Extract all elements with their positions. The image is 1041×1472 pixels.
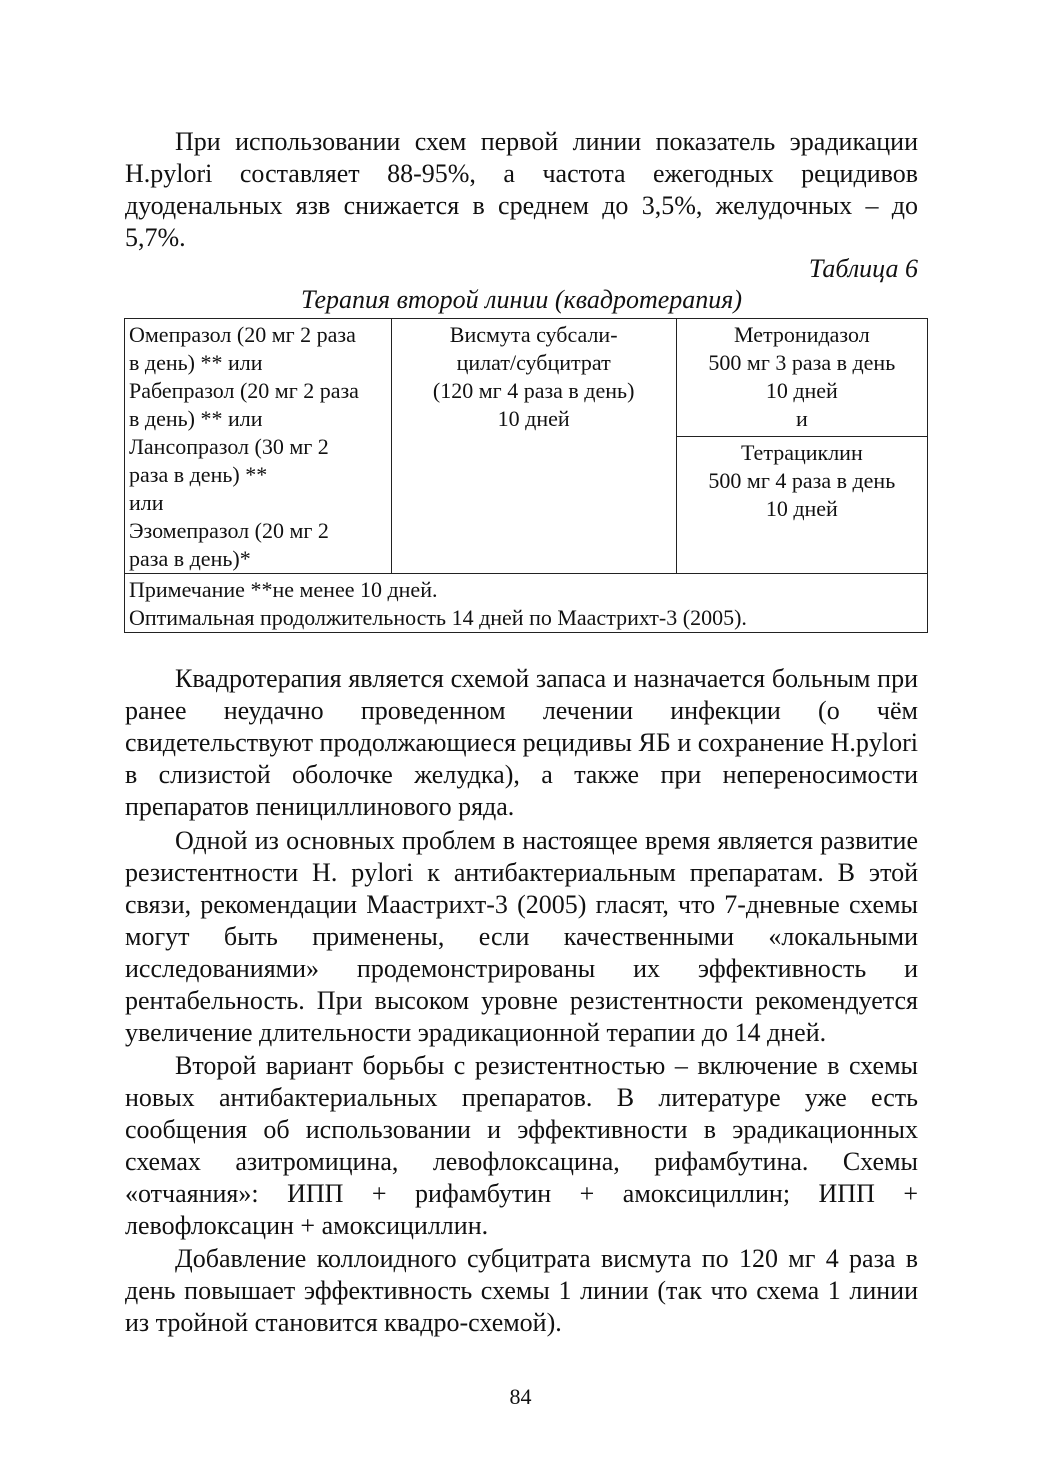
metronidazole-line: Метронидазол — [734, 322, 870, 347]
page-number: 84 — [509, 1384, 532, 1409]
tetracycline-line: 500 мг 4 раза в день — [708, 468, 896, 493]
ppi-line: раза в день) ** — [129, 462, 268, 487]
table-note-line: Оптимальная продолжительность 14 дней по Маастрихт-3 (2005). — [129, 605, 747, 630]
bismuth-line: цилат/субцитрат — [456, 350, 611, 375]
table-label: Таблица 6 — [808, 254, 918, 283]
paragraph-eradication-rate: При использовании схем первой линии показатель эрадикации H.pylori составляет 88-95%, а частота ежегодных рецидивов дуоденальных язв снижается в среднем до 3,5%, желудочных – до 5,7%. — [125, 127, 918, 252]
paragraph-new-antibiotics: Второй вариант борьбы с резистентностью – включение в схемы новых антибактериальных препаратов. В литературе уже есть сообщения об использовании и эффективности в эрадикационных схемах азитромицина, левофлоксацина, рифамбутина. Схемы «отчаяния»: ИПП + рифамбутин + амоксициллин; ИПП + левофлоксацин + амоксициллин. — [125, 1051, 918, 1240]
paragraph-quadrotherapy: Квадротерапия является схемой запаса и назначается больным при ранее неудачно проведенном лечении инфекции (о чём свидетельствуют продолжающиеся рецидивы ЯБ и сохранение H.pylori в слизистой оболочке желудка), а также при непереносимости препаратов пенициллинового ряда. — [125, 664, 918, 821]
metronidazole-line: 10 дней — [765, 378, 838, 403]
table-row — [125, 319, 928, 437]
tetracycline-cell — [676, 437, 927, 574]
table-note-cell — [125, 574, 928, 633]
therapy-table — [124, 318, 928, 633]
table-note-line: Примечание **не менее 10 дней. — [129, 577, 438, 602]
ppi-line: Эзомепразол (20 мг 2 — [129, 518, 329, 543]
ppi-line: в день) ** или — [129, 406, 263, 431]
table-title: Терапия второй линии (квадротерапия) — [300, 285, 743, 314]
ppi-line: Лансопразол (30 мг 2 — [129, 434, 329, 459]
bismuth-line: Висмута субсали- — [449, 322, 618, 347]
tetracycline-line: 10 дней — [765, 496, 838, 521]
table-row — [125, 574, 928, 633]
bismuth-line: (120 мг 4 раза в день) — [432, 378, 635, 403]
ppi-line: или — [129, 490, 164, 515]
paragraph-resistance: Одной из основных проблем в настоящее время является развитие резистентности H. pylori к антибактериальным препаратам. В этой связи, рекомендации Маастрихт-3 (2005) гласят, что 7-дневные схемы могут быть применены, если качественными «локальными исследованиями» продемонстрированы их эффективность и рентабельность. При высоком уровне резистентности рекомендуется увеличение длительности эрадикационной терапии до 14 дней. — [125, 826, 918, 1047]
ppi-line: раза в день)* — [129, 546, 251, 571]
metronidazole-line: и — [795, 406, 808, 431]
bismuth-cell — [391, 319, 676, 574]
tetracycline-line: Тетрациклин — [740, 440, 863, 465]
ppi-line: в день) ** или — [129, 350, 263, 375]
metronidazole-line: 500 мг 3 раза в день — [708, 350, 896, 375]
metronidazole-cell — [676, 319, 927, 437]
ppi-line: Омепразол (20 мг 2 раза — [129, 322, 356, 347]
bismuth-line: 10 дней — [497, 406, 570, 431]
paragraph-bismuth-addition: Добавление коллоидного субцитрата висмута по 120 мг 4 раза в день повышает эффективность схемы 1 линии (так что схема 1 линии из тройной становится квадро-схемой). — [125, 1244, 918, 1337]
ppi-cell — [125, 319, 392, 574]
ppi-line: Рабепразол (20 мг 2 раза — [129, 378, 359, 403]
